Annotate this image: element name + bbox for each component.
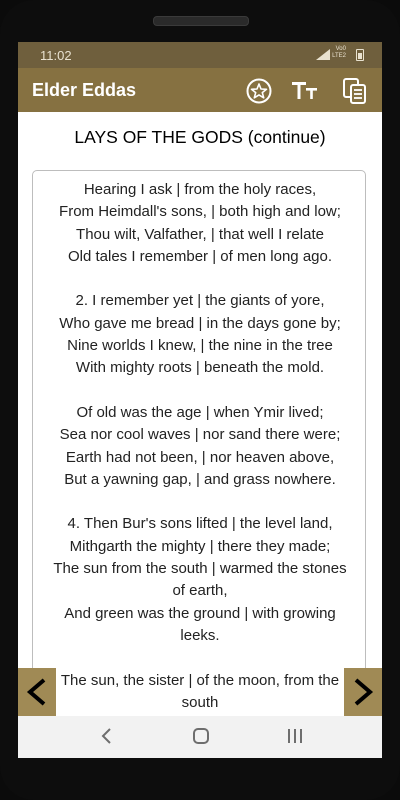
- chevron-left-icon: [24, 677, 50, 707]
- text-size-icon: [291, 80, 319, 102]
- previous-page-button[interactable]: [18, 668, 56, 716]
- signal-icon: [316, 49, 330, 60]
- app-screen: [18, 42, 382, 758]
- poem-card[interactable]: [32, 170, 366, 730]
- home-icon[interactable]: [192, 727, 210, 745]
- next-page-button[interactable]: [344, 668, 382, 716]
- text-size-button[interactable]: [290, 76, 320, 106]
- app-bar: [18, 68, 382, 112]
- battery-icon: [356, 49, 364, 61]
- favorite-button[interactable]: [244, 76, 274, 106]
- star-circle-icon: [246, 78, 272, 104]
- network-label-top: Vo0: [335, 46, 346, 52]
- copy-button[interactable]: [340, 76, 370, 106]
- status-time: 11:02: [40, 48, 72, 63]
- app-title: Elder Eddas: [32, 80, 137, 100]
- network-indicator: [332, 46, 346, 60]
- phone-speaker: [153, 16, 249, 26]
- chapter-title: LAYS OF THE GODS (continue): [74, 127, 326, 147]
- status-bar: [18, 42, 382, 68]
- back-icon[interactable]: [97, 726, 117, 746]
- copy-icon: [342, 77, 368, 105]
- recents-icon[interactable]: [286, 726, 304, 746]
- system-navigation-bar: [18, 716, 382, 758]
- network-label-bottom: LTE2: [332, 53, 346, 59]
- poem-text: Hearing I ask | from the holy races, From Heimdall's sons, | both high and low; Thou wilt, Valfather, | that well I relate Old tales I remember | of men long ago. 2. I remember yet | the giants of yore, Who gave me bread | in the days gone by; Nine worlds I knew, | the nine in the tree With mighty roots | beneath the mold. Of old was the age | when Ymir lived; Sea nor cool waves | nor sand there were; Earth had not been, | nor heaven above, But a yawning gap, | and grass nowhere. 4. Then Bur's sons lifted | the level land, Mithgarth the mighty | there they made; The sun from the south | warmed the stones of earth, And green was the ground | with growing leeks. The sun, the sister | of the moon, from the south: [53, 181, 347, 711]
- chevron-right-icon: [350, 677, 376, 707]
